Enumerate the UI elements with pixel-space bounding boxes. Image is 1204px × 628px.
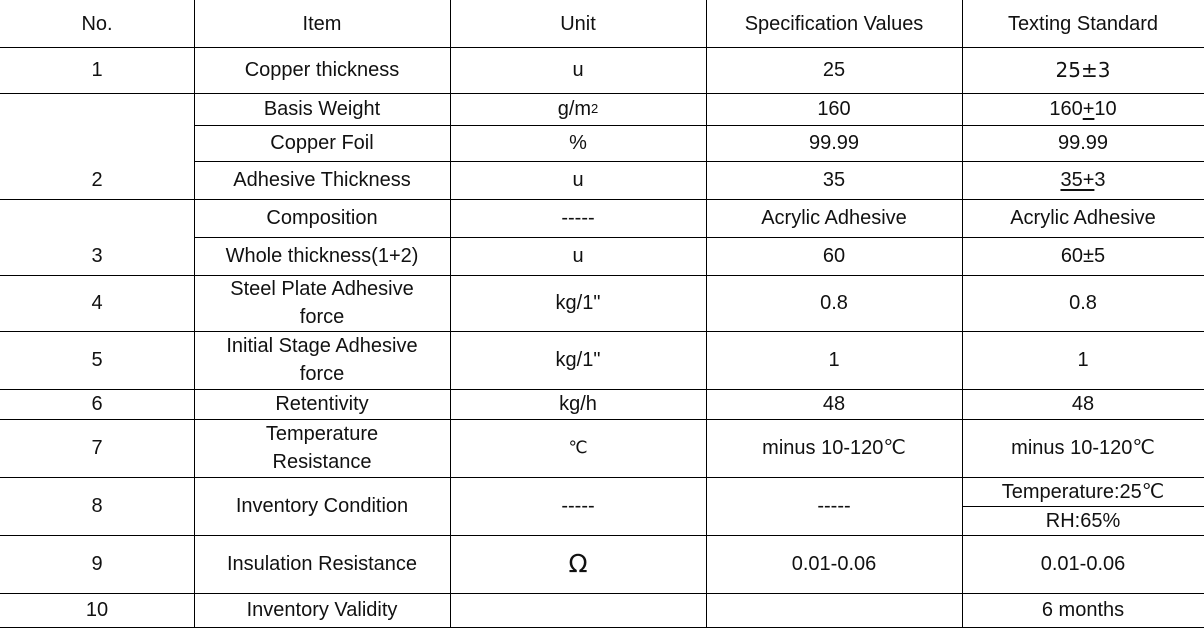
row-unit: kg/1" <box>555 349 601 371</box>
row-spec: 0.8 <box>820 292 848 314</box>
row-spec: minus 10-120℃ <box>762 437 906 459</box>
row-no: 6 <box>91 393 103 415</box>
row-unit <box>450 593 706 627</box>
row-spec: ----- <box>817 495 851 517</box>
row-item: Retentivity <box>275 393 369 415</box>
row-item: Whole thickness(1+2) <box>225 245 419 267</box>
test-part: 3 <box>1094 169 1106 191</box>
row-spec: 35 <box>822 169 846 191</box>
header-item: Item <box>302 12 342 35</box>
row-no: 7 <box>91 437 103 459</box>
unit-superscript: 2 <box>591 101 599 116</box>
row-test <box>962 93 1204 125</box>
test-plus-minus: + <box>1082 98 1095 120</box>
row-unit: u <box>572 245 584 267</box>
row-unit: % <box>569 132 587 154</box>
header-no: No. <box>81 12 113 35</box>
row-no: 1 <box>91 59 103 81</box>
row-unit: u <box>572 59 584 81</box>
item-line: Steel Plate Adhesive <box>230 278 414 300</box>
row-unit <box>450 93 706 125</box>
row-test: 60±5 <box>1060 245 1106 267</box>
row-test: 1 <box>1077 349 1089 371</box>
row-no: 2 <box>91 169 103 191</box>
row-spec: 99.99 <box>808 132 860 154</box>
row-item: Composition <box>266 207 378 229</box>
row-unit: kg/1" <box>555 292 601 314</box>
item-line: Temperature <box>265 423 379 445</box>
test-part: 10 <box>1094 98 1117 120</box>
row-spec: 48 <box>822 393 846 415</box>
row-spec: 25 <box>822 59 846 81</box>
row-spec: 60 <box>822 245 846 267</box>
row-test: 6 months <box>1041 599 1125 621</box>
row-item <box>194 419 450 477</box>
row-unit: kg/h <box>559 393 597 415</box>
row-spec <box>706 593 962 627</box>
row-item: Adhesive Thickness <box>233 169 411 191</box>
row-test: RH:65% <box>1045 509 1121 532</box>
row-unit: Ω <box>568 549 588 578</box>
row-no: 8 <box>91 495 103 517</box>
row-test: Temperature:25℃ <box>1001 480 1165 503</box>
row-test: 25±3 <box>1055 58 1111 82</box>
row-no: 4 <box>91 292 103 314</box>
row-unit: ℃ <box>568 438 588 458</box>
item-line: Resistance <box>272 451 372 473</box>
row-test <box>962 161 1204 199</box>
row-spec: 1 <box>828 349 840 371</box>
row-unit: ----- <box>561 495 595 517</box>
row-spec: 0.01-0.06 <box>791 553 877 575</box>
row-test: 48 <box>1071 393 1095 415</box>
row-test: minus 10-120℃ <box>1011 437 1155 459</box>
row-unit: ----- <box>561 207 595 229</box>
item-line: force <box>299 363 345 385</box>
test-part: 160 <box>1049 98 1083 120</box>
unit-base: g/m <box>557 98 592 120</box>
row-no: 10 <box>85 599 109 621</box>
row-item: Basis Weight <box>263 98 381 120</box>
row-test: 0.01-0.06 <box>1040 553 1126 575</box>
row-item: Inventory Condition <box>235 495 409 517</box>
row-no: 3 <box>91 245 103 267</box>
row-item <box>194 275 450 331</box>
row-no: 5 <box>91 349 103 371</box>
row-test: 99.99 <box>1057 132 1109 154</box>
row-test: Acrylic Adhesive <box>1010 207 1156 229</box>
header-spec: Specification Values <box>744 12 924 35</box>
row-test: 0.8 <box>1069 292 1097 314</box>
row-spec: Acrylic Adhesive <box>761 207 907 229</box>
item-line: Initial Stage Adhesive <box>226 335 418 357</box>
row-item: Insulation Resistance <box>226 553 418 575</box>
row-item: Copper thickness <box>244 59 400 81</box>
row-no: 9 <box>91 553 103 575</box>
header-test: Texting Standard <box>1007 12 1159 35</box>
header-unit: Unit <box>560 12 596 35</box>
row-spec: 160 <box>817 98 851 120</box>
row-item: Inventory Validity <box>246 599 398 621</box>
row-unit: u <box>572 169 584 191</box>
test-underlined: 35+ <box>1060 169 1095 191</box>
item-line: force <box>299 306 345 328</box>
row-item: Copper Foil <box>270 132 374 154</box>
row-item <box>194 331 450 389</box>
